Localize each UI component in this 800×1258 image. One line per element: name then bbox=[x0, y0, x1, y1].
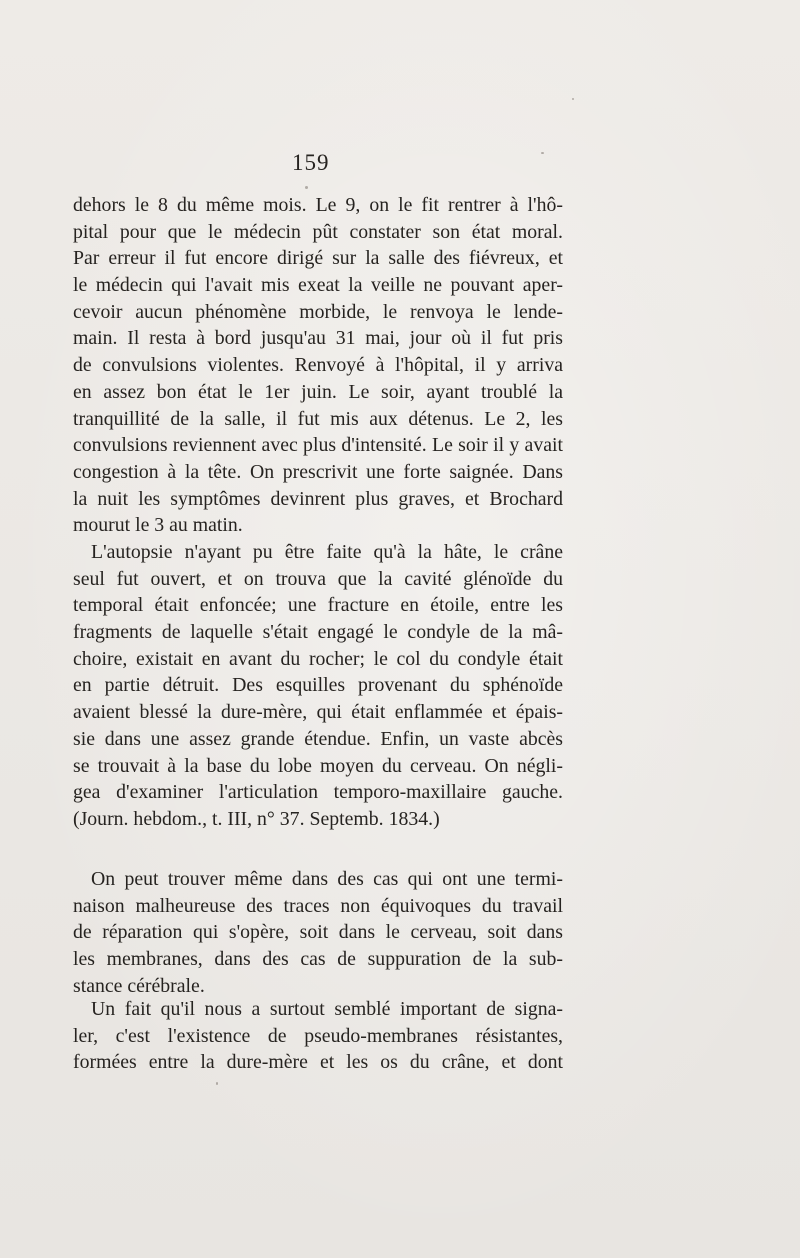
text-line: formées entre la dure-mère et les os du crâne, et dont bbox=[73, 1051, 563, 1074]
paper-speck bbox=[541, 152, 544, 154]
text-line: se trouvait à la base du lobe moyen du cerveau. On négli- bbox=[73, 754, 563, 777]
paper-speck bbox=[305, 186, 308, 189]
paragraph-1 bbox=[73, 192, 563, 539]
text-line: cevoir aucun phénomène morbide, le renvoya le lende- bbox=[73, 300, 563, 323]
text-line: main. Il resta à bord jusqu'au 31 mai, jour où il fut pris bbox=[73, 327, 563, 350]
text-line: choire, existait en avant du rocher; le col du condyle était bbox=[73, 647, 563, 670]
text-line: le médecin qui l'avait mis exeat la veille ne pouvant aper- bbox=[73, 274, 563, 297]
text-line: ler, c'est l'existence de pseudo-membranes résistantes, bbox=[73, 1024, 563, 1047]
paper-speck bbox=[572, 98, 574, 100]
text-line: Par erreur il fut encore dirigé sur la salle des fiévreux, et bbox=[73, 247, 563, 270]
text-line: gea d'examiner l'articulation temporo-maxillaire gauche. bbox=[73, 781, 563, 804]
text-line: les membranes, dans des cas de suppuration de la sub- bbox=[73, 948, 563, 971]
text-line: mourut le 3 au matin. bbox=[73, 514, 243, 537]
text-line: pital pour que le médecin pût constater son état moral. bbox=[73, 220, 563, 243]
text-line: naison malheureuse des traces non équivoques du travail bbox=[73, 894, 563, 917]
text-line: L'autopsie n'ayant pu être faite qu'à la hâte, le crâne bbox=[91, 541, 563, 563]
page-number: 159 bbox=[292, 150, 330, 175]
text-line: de réparation qui s'opère, soit dans le cerveau, soit dans bbox=[73, 921, 563, 944]
paragraph-3 bbox=[73, 866, 563, 999]
text-line: Un fait qu'il nous a surtout semblé important de signa- bbox=[91, 998, 563, 1020]
text-line: avaient blessé la dure-mère, qui était enflammée et épais- bbox=[73, 701, 563, 724]
paragraph-4 bbox=[73, 996, 563, 1076]
text-line: de convulsions violentes. Renvoyé à l'hôpital, il y arriva bbox=[73, 354, 563, 377]
text-line: sie dans une assez grande étendue. Enfin, un vaste abcès bbox=[73, 727, 563, 750]
text-line: la nuit les symptômes devinrent plus graves, et Brochard bbox=[73, 487, 563, 510]
text-line: seul fut ouvert, et on trouva que la cavité glénoïde du bbox=[73, 567, 563, 590]
text-line: stance cérébrale. bbox=[73, 974, 205, 997]
text-line: fragments de laquelle s'était engagé le condyle de la mâ- bbox=[73, 621, 563, 644]
text-line: dehors le 8 du même mois. Le 9, on le fit rentrer à l'hô- bbox=[73, 194, 563, 216]
text-line: tranquillité de la salle, il fut mis aux détenus. Le 2, les bbox=[73, 407, 563, 430]
text-line: congestion à la tête. On prescrivit une forte saignée. Dans bbox=[73, 460, 563, 483]
paragraph-2 bbox=[73, 539, 563, 833]
citation-line: (Journ. hebdom., t. III, n° 37. Septemb. 1834.) bbox=[73, 807, 440, 830]
text-line: en partie détruit. Des esquilles provenant du sphénoïde bbox=[73, 674, 563, 697]
text-line: On peut trouver même dans des cas qui ont une termi- bbox=[91, 868, 563, 890]
text-line: temporal était enfoncée; une fracture en étoile, entre les bbox=[73, 594, 563, 617]
text-line: en assez bon état le 1er juin. Le soir, ayant troublé la bbox=[73, 380, 563, 403]
text-line: convulsions reviennent avec plus d'intensité. Le soir il y avait bbox=[73, 434, 563, 457]
paper-speck bbox=[216, 1082, 218, 1085]
